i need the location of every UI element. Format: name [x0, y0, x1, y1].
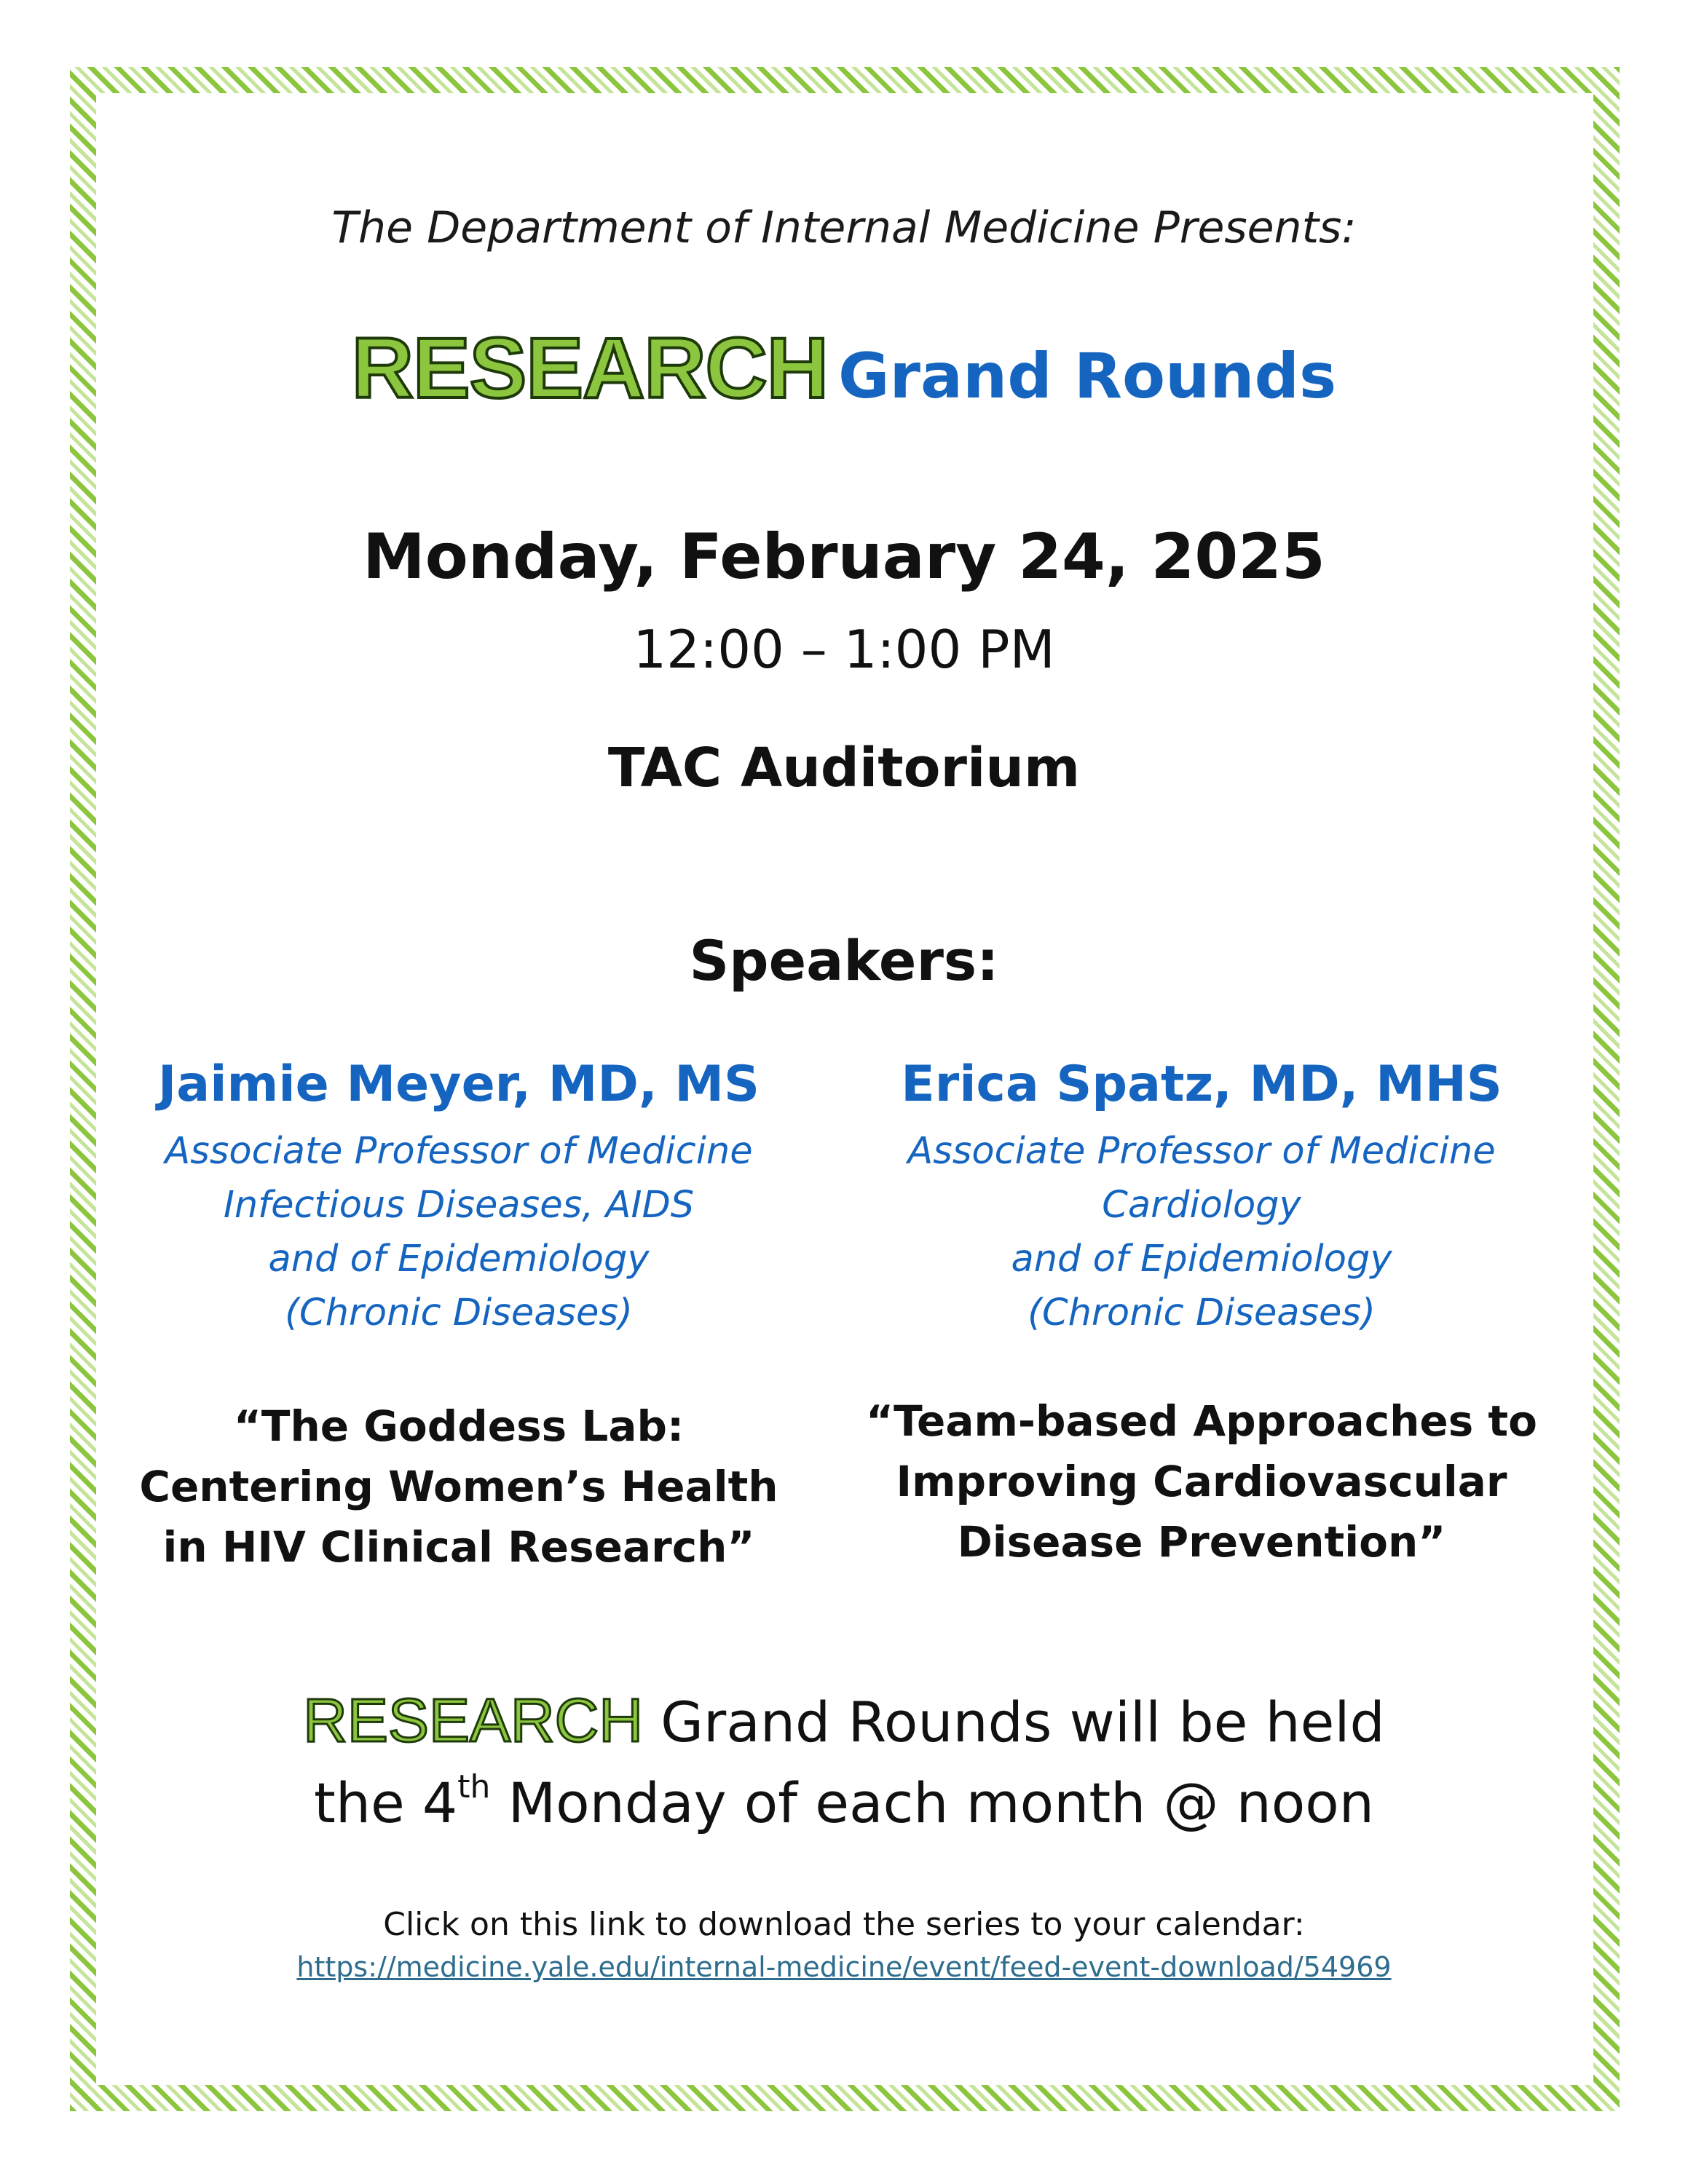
talk-title: Improving Cardiovascular: [896, 1457, 1507, 1506]
speaker-role: and of Epidemiology: [268, 1238, 650, 1281]
footer-line1: Grand Rounds will be held: [643, 1690, 1385, 1754]
talk-title: in HIV Clinical Research”: [162, 1522, 755, 1572]
talk-title: “The Goddess Lab:: [233, 1401, 685, 1451]
schedule-note: [0, 1685, 1688, 1756]
title-grand-rounds: Grand Rounds: [837, 340, 1337, 413]
footer-research: RESEARCH: [303, 1686, 643, 1754]
speaker-role: (Chronic Diseases): [285, 1291, 633, 1334]
schedule-note-line2: [0, 1770, 1688, 1835]
speaker-role: and of Epidemiology: [1011, 1238, 1392, 1281]
footer-line2-a: the 4: [314, 1770, 458, 1835]
talk-title: “Team-based Approaches to: [866, 1396, 1537, 1446]
speaker-role: Infectious Diseases, AIDS: [223, 1184, 695, 1227]
talk-title: Centering Women’s Health: [139, 1462, 778, 1511]
speakers-heading: Speakers:: [689, 928, 999, 993]
speaker-role: Cardiology: [1102, 1184, 1301, 1227]
talk-title: Disease Prevention”: [957, 1517, 1446, 1567]
speaker-role: Associate Professor of Medicine: [165, 1130, 753, 1173]
speaker-name: Jaimie Meyer, MD, MS: [158, 1056, 760, 1113]
title-research: RESEARCH: [351, 320, 828, 416]
event-title: [0, 319, 1688, 418]
ordinal-suffix: th: [457, 1768, 491, 1805]
calendar-download-link[interactable]: https://medicine.yale.edu/internal-medicine/event/feed-event-download/54969: [296, 1951, 1392, 1983]
speaker-role: Associate Professor of Medicine: [907, 1130, 1496, 1173]
calendar-instruction: Click on this link to download the series to your calendar:: [383, 1906, 1305, 1943]
event-venue: TAC Auditorium: [607, 737, 1081, 799]
presenter-line: The Department of Internal Medicine Presents:: [331, 202, 1357, 253]
speaker-name: Erica Spatz, MD, MHS: [901, 1056, 1502, 1113]
footer-line2-b: Monday of each month @ noon: [490, 1770, 1374, 1835]
event-time: 12:00 – 1:00 PM: [633, 619, 1055, 680]
speaker-role: (Chronic Diseases): [1028, 1291, 1376, 1334]
event-date: Monday, February 24, 2025: [363, 521, 1325, 593]
